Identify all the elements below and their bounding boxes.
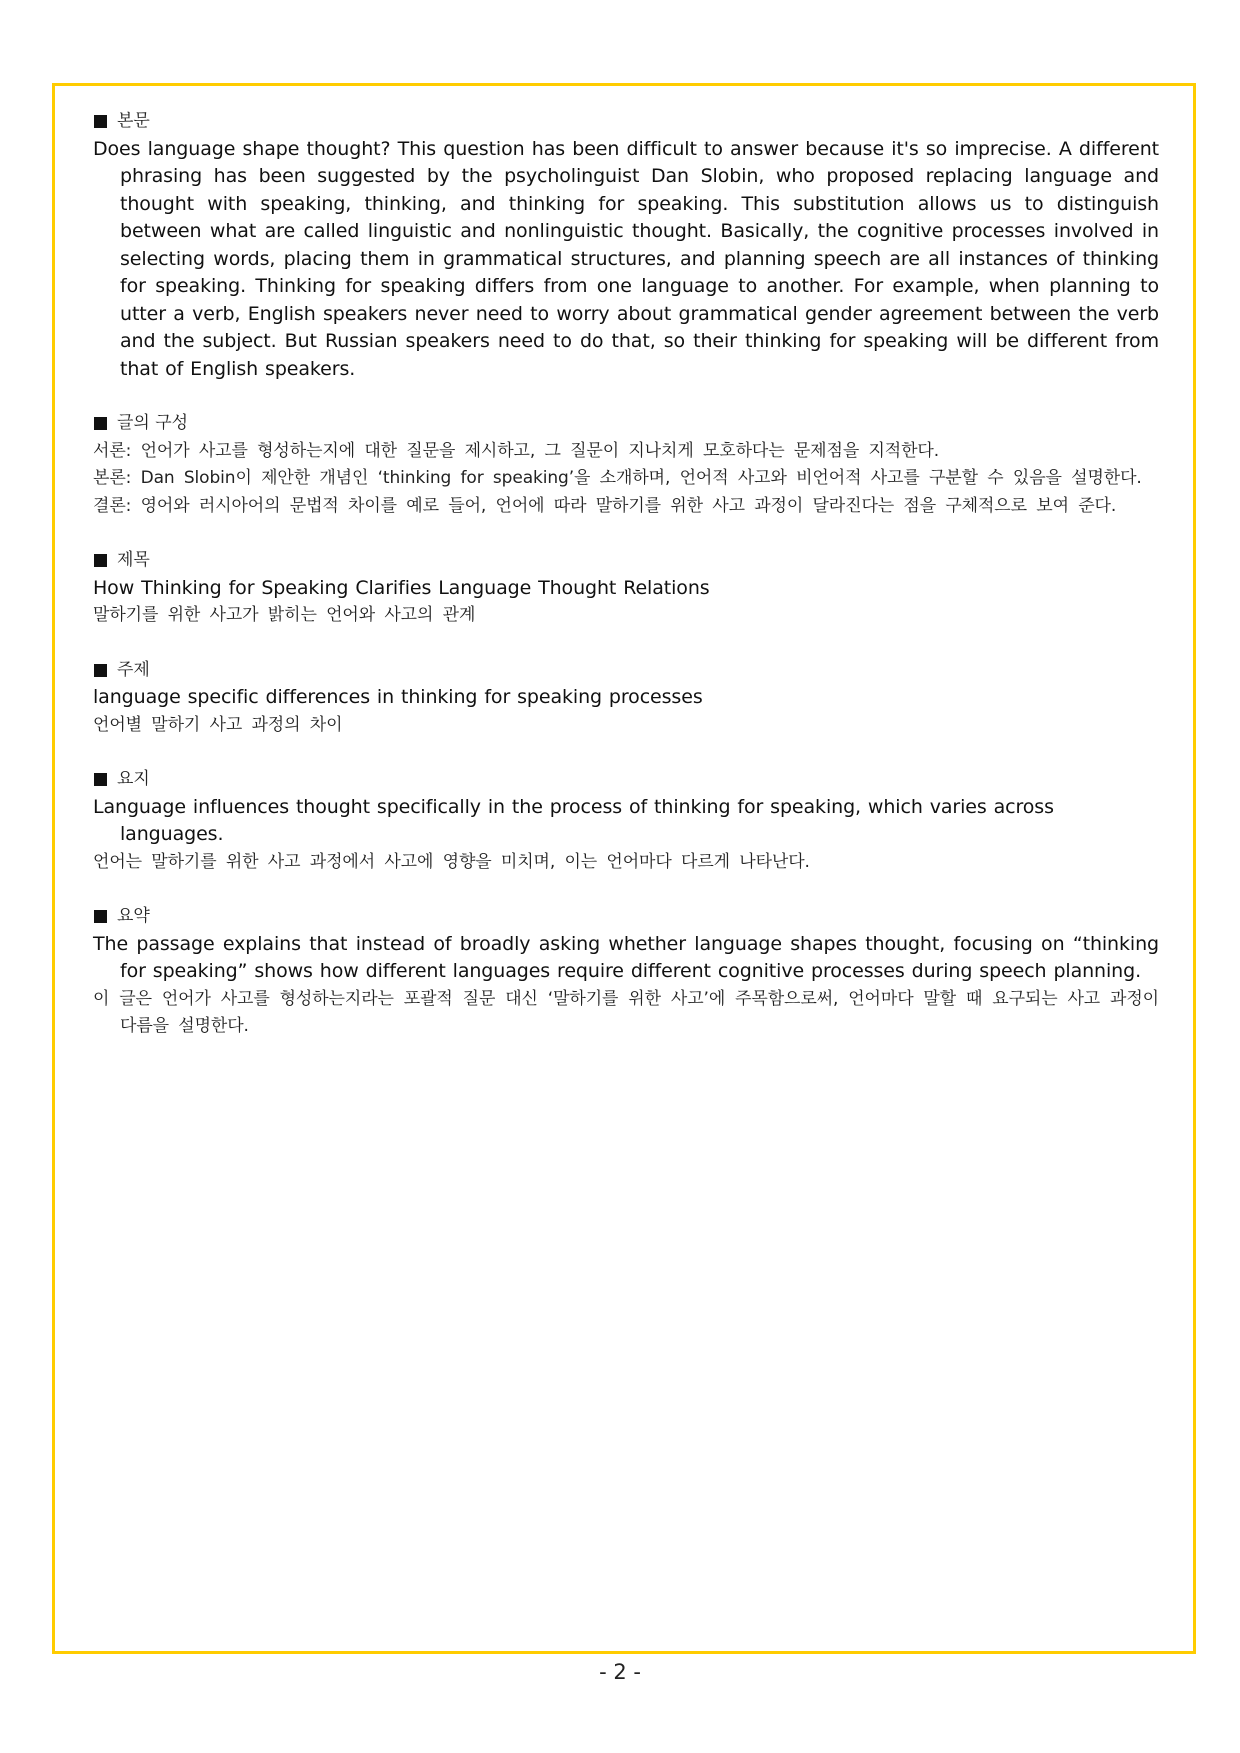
square-bullet-icon bbox=[94, 664, 107, 677]
section-topic bbox=[93, 657, 1159, 740]
structure-intro: 서론: 언어가 사고를 형성하는지에 대한 질문을 제시하고, 그 질문이 지나치게 모호하다는 문제점을 지적한다. bbox=[93, 440, 940, 461]
topic-korean: 언어별 말하기 사고 과정의 차이 bbox=[93, 714, 343, 735]
structure-body: 본론: Dan Slobin이 제안한 개념인 ‘thinking for speaking’을 소개하며, 언어적 사고와 비언어적 사고를 구분할 수 있음을 설명한다. bbox=[93, 468, 1142, 488]
section-main-idea bbox=[93, 766, 1159, 876]
document-content bbox=[93, 108, 1159, 1068]
section-heading bbox=[93, 547, 1159, 575]
page-number: - 2 - bbox=[599, 1660, 641, 1684]
structure-conclusion: 결론: 영어와 러시아어의 문법적 차이를 예로 들어, 언어에 따라 말하기를 위한 사고 과정이 달라진다는 점을 구체적으로 보여 준다. bbox=[93, 495, 1117, 516]
square-bullet-icon bbox=[94, 417, 107, 430]
section-heading bbox=[93, 903, 1159, 931]
topic-english: language specific differences in thinking for speaking processes bbox=[93, 686, 703, 708]
title-english: How Thinking for Speaking Clarifies Language Thought Relations bbox=[93, 576, 710, 599]
section-heading bbox=[93, 410, 1159, 438]
title-korean: 말하기를 위한 사고가 밝히는 언어와 사고의 관계 bbox=[93, 605, 476, 625]
summary-english: The passage explains that instead of broadly asking whether language shapes thought, focusing on “thinking for speaking” shows how different languages require different cognitive processes during speech planning. bbox=[93, 932, 1159, 982]
section-structure bbox=[93, 410, 1159, 520]
section-heading bbox=[93, 766, 1159, 794]
section-heading-label: 요약 bbox=[117, 906, 150, 926]
section-heading-label: 요지 bbox=[117, 769, 150, 789]
square-bullet-icon bbox=[94, 554, 107, 567]
section-heading bbox=[93, 108, 1159, 136]
body-passage: Does language shape thought? This question has been difficult to answer because it's so imprecise. A different phrasing has been suggested by the psycholinguist Dan Slobin, who proposed replacing language and thought with speaking, thinking, and thinking for speaking. This substitution allows us to distinguish between what are called linguistic and nonlinguistic thought. Basically, the cognitive processes involved in selecting words, placing them in grammatical structures, and planning speech are all instances of thinking for speaking. Thinking for speaking differs from one language to another. For example, when planning to utter a verb, English speakers never need to worry about grammatical gender agreement between the verb and the subject. But Russian speakers need to do that, so their thinking for speaking will be different from that of English speakers. bbox=[93, 137, 1159, 380]
section-heading-label: 주제 bbox=[117, 659, 150, 680]
section-title bbox=[93, 547, 1159, 630]
section-summary bbox=[93, 903, 1159, 1041]
main-idea-english: Language influences thought specifically in the process of thinking for speaking, which varies across languages. bbox=[93, 795, 1054, 845]
section-heading bbox=[93, 657, 1159, 685]
square-bullet-icon bbox=[94, 773, 107, 786]
section-heading-label: 글의 구성 bbox=[117, 413, 189, 433]
section-heading-label: 제목 bbox=[117, 550, 150, 570]
square-bullet-icon bbox=[94, 115, 107, 128]
main-idea-korean: 언어는 말하기를 위한 사고 과정에서 사고에 영향을 미치며, 이는 언어마다 다르게 나타난다. bbox=[93, 851, 810, 872]
section-body bbox=[93, 108, 1159, 383]
square-bullet-icon bbox=[94, 910, 107, 923]
summary-korean: 이 글은 언어가 사고를 형성하는지라는 포괄적 질문 대신 ‘말하기를 위한 사고’에 주목함으로써, 언어마다 말할 때 요구되는 사고 과정이 다름을 설명한다. bbox=[93, 988, 1159, 1036]
section-heading-label: 본문 bbox=[117, 111, 150, 131]
